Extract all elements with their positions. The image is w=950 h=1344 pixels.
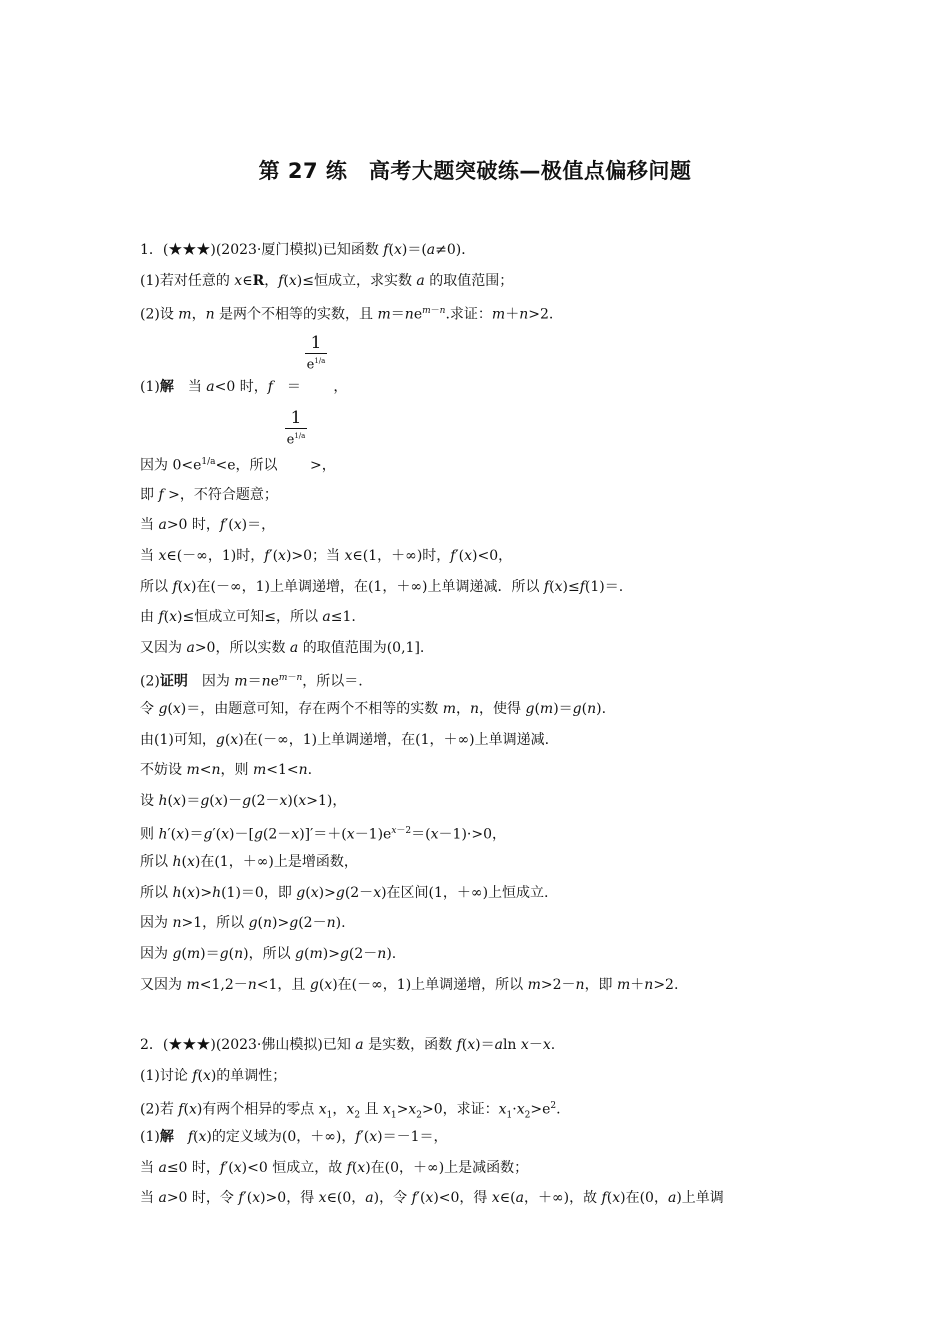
solution-line: 当 a>0 时，f′(x)＝， <box>140 517 276 533</box>
solution-1-line-1: (1)解 当 a<0 时，f ＝ ， <box>140 379 348 395</box>
proof-line: 所以 h(x)在(1，＋∞)上是增函数， <box>140 854 358 870</box>
solution-line: 又因为 a>0，所以实数 a 的取值范围为(0,1]. <box>140 640 425 656</box>
proof-line: 所以 h(x)>h(1)＝0，即 g(x)>g(2－x)在区间(1，＋∞)上恒成立. <box>140 885 549 901</box>
solution-2-line: 当 a≤0 时，f′(x)<0 恒成立，故 f(x)在(0，＋∞)上是减函数； <box>140 1160 529 1176</box>
proof-line: 则 $h'(x)=g'(x)-[g(2-x)]'=+(x-1)e^{x-2}=(x-1)\cdot>0$， <box>140 826 506 843</box>
problem-1-part-2: (2)设 m，n 是两个不相等的实数，且 $m=ne^{m-n}$.求证：m＋n>2. <box>140 306 554 323</box>
problem-2-statement: 2．(★★★)(2023·佛山模拟)已知 a 是实数，函数 f(x)＝aln x－x. <box>140 1037 556 1053</box>
proof-line: 因为 n>1，所以 g(n)>g(2－n). <box>140 915 346 931</box>
solution-2-line: (1)解 f(x)的定义域为(0，＋∞)，f′(x)＝－1＝， <box>140 1129 448 1145</box>
proof-line: 因为 g(m)＝g(n)，所以 g(m)>g(2－n). <box>140 946 397 962</box>
proof-line: 令 g(x)＝，由题意可知，存在两个不相等的实数 m，n，使得 g(m)＝g(n). <box>140 701 607 717</box>
solution-line: 当 x∈(－∞，1)时，f′(x)>0；当 x∈(1，＋∞)时，f′(x)<0， <box>140 548 513 564</box>
proof-line: 设 h(x)＝g(x)－g(2－x)(x>1)， <box>140 793 347 809</box>
solution-2-line: 当 a>0 时，令 f′(x)>0，得 x∈(0，a)，令 f′(x)<0，得 x∈(a，＋∞)，故 f(x)在(0，a)上单调 <box>140 1190 724 1206</box>
problem-2-part-2: (2)若 f(x)有两个相异的零点 $x_1$，$x_2$ 且 $x_1>x_2>0$，求证：$x_1\cdot x_2>e^2$. <box>140 1101 561 1121</box>
proof-line: 由(1)可知，g(x)在(－∞，1)上单调递增，在(1，＋∞)上单调递减. <box>140 732 550 748</box>
proof-line: 又因为 m<1,2－n<1，且 g(x)在(－∞，1)上单调递增，所以 m>2－n，即 m＋n>2. <box>140 977 679 993</box>
page-title: 第 27 练 高考大题突破练—极值点偏移问题 <box>258 159 692 183</box>
solution-line: 即 f >，不符合题意； <box>140 487 278 503</box>
proof-line: 不妨设 m<n，则 m<1<n. <box>140 762 313 778</box>
fraction-1-over-e: 1 $e^{1/a}$ <box>306 333 326 373</box>
fraction-1-over-e-2: 1 $e^{1/a}$ <box>286 408 306 448</box>
problem-2-part-1: (1)讨论 f(x)的单调性； <box>140 1068 287 1084</box>
solution-1-line-2: 因为 $0<e^{1/a}<e$，所以 >， <box>140 457 336 474</box>
solution-line: 所以 f(x)在(－∞，1)上单调递增，在(1，＋∞)上单调递减．所以 f(x)≤f(1)＝. <box>140 579 624 595</box>
proof-line: (2)证明 因为 $m=ne^{m-n}$，所以＝. <box>140 673 363 690</box>
solution-line: 由 f(x)≤恒成立可知≤，所以 a≤1. <box>140 609 356 625</box>
problem-1-statement: 1．(★★★)(2023·厦门模拟)已知函数 f(x)＝(a≠0)． <box>140 242 476 258</box>
problem-1-part-1: (1)若对任意的 x∈R，f(x)≤恒成立，求实数 a 的取值范围； <box>140 273 514 289</box>
